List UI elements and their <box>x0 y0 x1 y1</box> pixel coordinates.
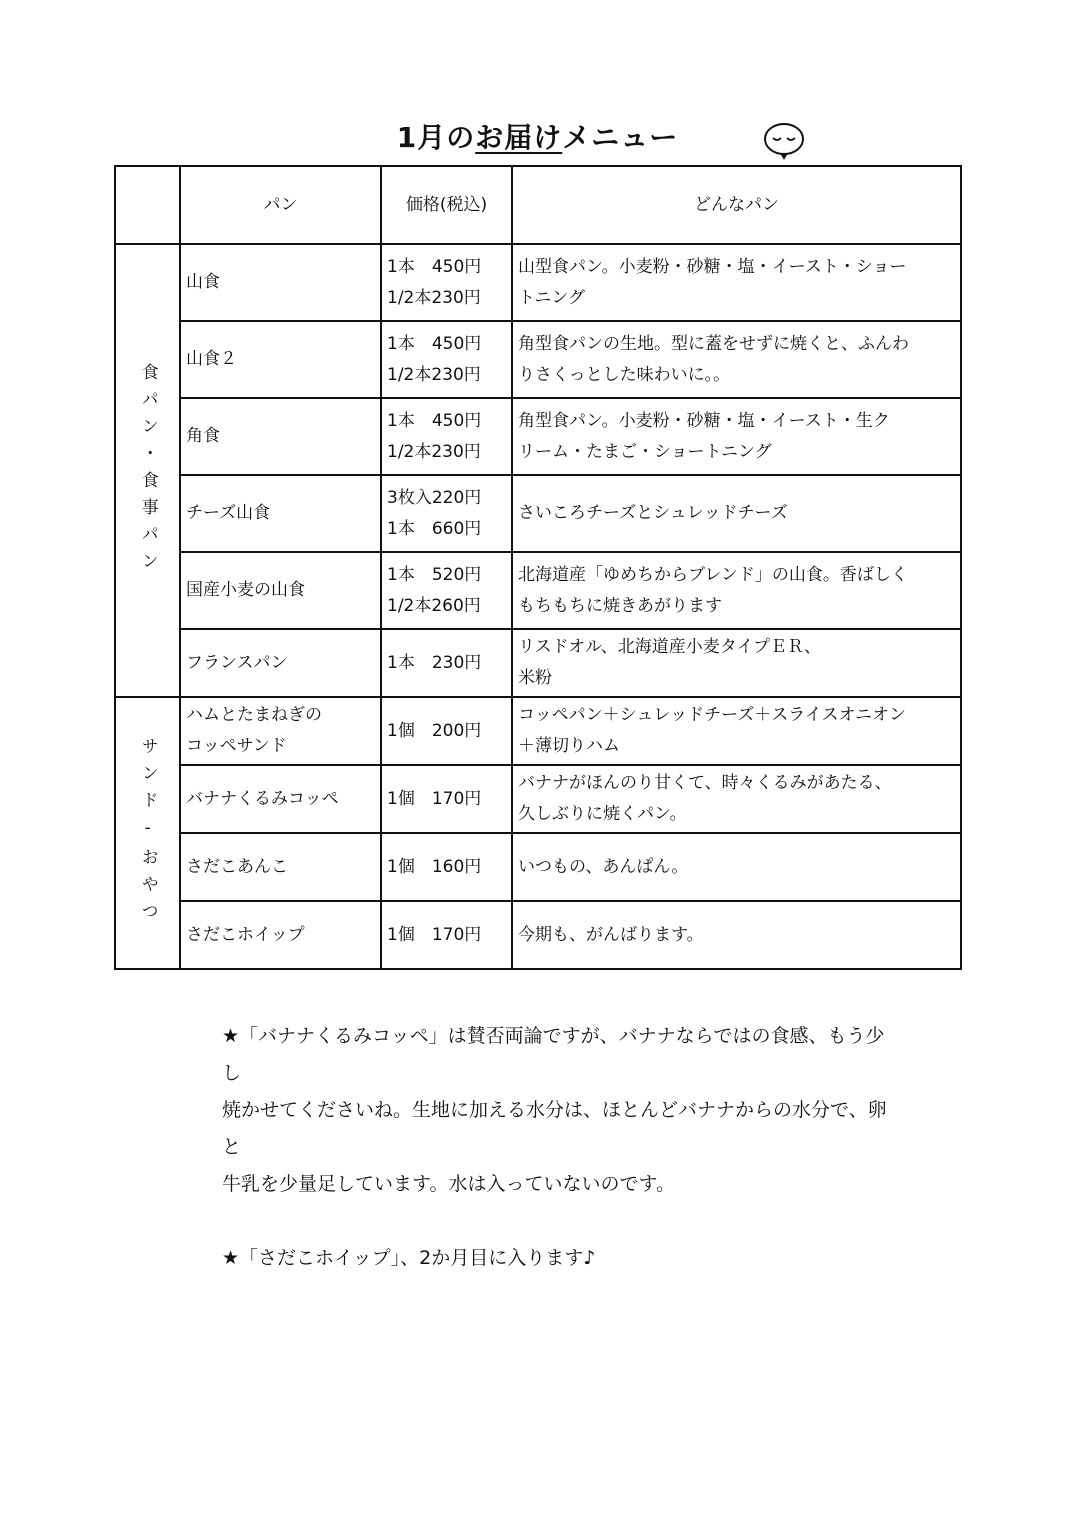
item-name: さだこあんこ <box>180 833 381 901</box>
item-desc: さいころチーズとシュレッドチーズ <box>512 475 961 552</box>
item-price: 1個 200円 <box>381 697 512 765</box>
item-name: 角食 <box>180 398 381 475</box>
item-desc: リスドオル、北海道産小麦タイプＥＲ、 米粉 <box>512 629 961 697</box>
item-name: ハムとたまねぎの コッペサンド <box>180 697 381 765</box>
table-row <box>115 697 961 765</box>
table-row <box>115 321 961 398</box>
page-title <box>0 116 1075 156</box>
item-name: フランスパン <box>180 629 381 697</box>
item-desc: バナナがほんのり甘くて、時々くるみがあたる、 久しぶりに焼くパン。 <box>512 765 961 833</box>
item-name: さだこホイップ <box>180 901 381 969</box>
item-name: 山食 <box>180 244 381 321</box>
table-row <box>115 765 961 833</box>
table-row <box>115 833 961 901</box>
note-line: 牛乳を少量足しています。水は入っていないのです。 <box>222 1173 675 1195</box>
header-category <box>115 166 180 244</box>
note-line: ★「バナナくるみコッペ」は賛否両論ですが、バナナならではの食感、もう少し <box>222 1025 885 1084</box>
item-name: 国産小麦の山食 <box>180 552 381 629</box>
sleeping-face-icon <box>762 120 806 162</box>
category-sand: サンド-おやつ <box>115 697 180 969</box>
item-name: チーズ山食 <box>180 475 381 552</box>
note-line: ★「さだこホイップ」、2か月目に入ります♪ <box>222 1247 596 1269</box>
item-price: 1個 170円 <box>381 901 512 969</box>
item-price: 1本 520円 1/2本260円 <box>381 552 512 629</box>
menu-table <box>114 165 962 970</box>
item-price: 1本 450円 1/2本230円 <box>381 244 512 321</box>
item-desc: 角型食パンの生地。型に蓋をせずに焼くと、ふんわ りさくっとした味わいに。。 <box>512 321 961 398</box>
item-desc: コッペパン＋シュレッドチーズ＋スライスオニオン ＋薄切りハム <box>512 697 961 765</box>
item-desc: 今期も、がんばります。 <box>512 901 961 969</box>
table-row <box>115 552 961 629</box>
notes <box>222 1018 902 1277</box>
item-desc: 北海道産「ゆめちからブレンド」の山食。香ばしく もちもちに焼きあがります <box>512 552 961 629</box>
table-header-row <box>115 166 961 244</box>
title-underlined: お届け <box>475 121 563 154</box>
item-price: 1本 450円 1/2本230円 <box>381 398 512 475</box>
item-desc: 山型食パン。小麦粉・砂糖・塩・イースト・ショー トニング <box>512 244 961 321</box>
table-row <box>115 244 961 321</box>
header-price: 価格(税込) <box>381 166 512 244</box>
note-spacer <box>222 1203 902 1240</box>
item-desc: いつもの、あんぱん。 <box>512 833 961 901</box>
header-pan: パン <box>180 166 381 244</box>
item-price: 1個 170円 <box>381 765 512 833</box>
item-name: 山食２ <box>180 321 381 398</box>
table-row <box>115 398 961 475</box>
title-suffix: メニュー <box>562 121 679 154</box>
table-row <box>115 629 961 697</box>
table-row <box>115 901 961 969</box>
item-desc: 角型食パン。小麦粉・砂糖・塩・イースト・生ク リーム・たまご・ショートニング <box>512 398 961 475</box>
item-name: バナナくるみコッペ <box>180 765 381 833</box>
item-price: 1本 230円 <box>381 629 512 697</box>
item-price: 3枚入220円 1本 660円 <box>381 475 512 552</box>
item-price: 1個 160円 <box>381 833 512 901</box>
item-price: 1本 450円 1/2本230円 <box>381 321 512 398</box>
title-prefix: 1月の <box>396 121 476 154</box>
note-line: 焼かせてくださいね。生地に加える水分は、ほとんどバナナからの水分で、卵と <box>222 1099 887 1158</box>
table-row <box>115 475 961 552</box>
category-shokupan: 食パン・食事パン <box>115 244 180 697</box>
header-desc: どんなパン <box>512 166 961 244</box>
